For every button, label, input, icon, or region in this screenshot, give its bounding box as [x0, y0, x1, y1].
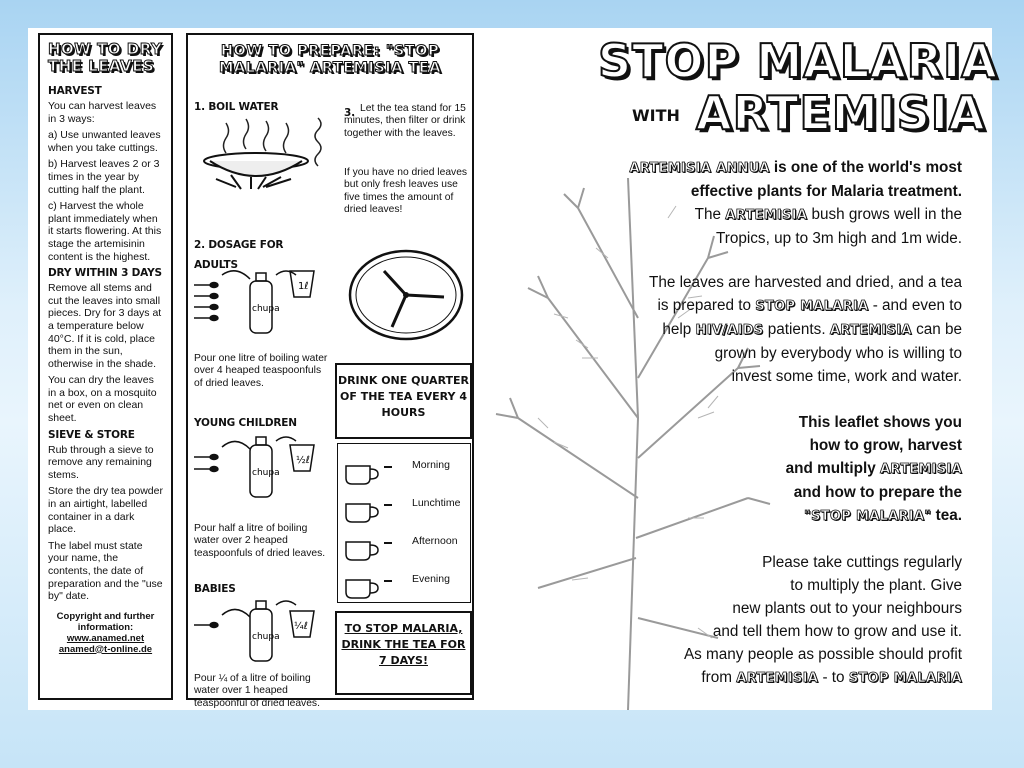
leaflet-line-1: This leaflet shows you	[798, 414, 962, 431]
young-children-heading: YOUNG CHILDREN	[194, 417, 297, 429]
leaflet-line-2: how to grow, harvest	[809, 437, 962, 454]
harvest-line-3c: can be	[916, 321, 962, 338]
harvest-line-3b: patients.	[767, 321, 826, 338]
cuttings-line-4: and tell them how to grow and use it.	[712, 623, 962, 640]
adults-heading: ADULTS	[194, 259, 238, 271]
intro-line-1	[629, 156, 962, 180]
cup-icon	[342, 534, 382, 562]
bottle-label-3: chupa	[252, 632, 280, 642]
website-link[interactable]: www.anamed.net	[66, 632, 145, 644]
bottle-label-1: chupa	[252, 304, 280, 314]
adults-dosage-illustration	[192, 263, 332, 343]
dry-heading: DRY WITHIN 3 DAYS	[48, 267, 162, 280]
leaflet-line-4: and how to prepare the	[793, 484, 962, 501]
harvest-option-c: c) Harvest the whole plant immediately when it starts flowering. At this stage the artemisinin content is the highest.	[48, 200, 162, 263]
sieve-text-2: Store the dry tea powder in an airtight, labelled container in a dark place.	[48, 485, 163, 536]
cuttings-line-6	[684, 666, 962, 690]
cuttings-line-2: to multiply the plant. Give	[790, 577, 962, 594]
leaflet-paragraph	[786, 411, 962, 528]
children-dosage-text: Pour half a litre of boiling water over 2 heaped teaspoonfuls of dried leaves.	[194, 523, 326, 559]
artemisia-emphasis-3: ARTEMISIA	[880, 462, 962, 477]
time-row-afternoon	[338, 530, 472, 564]
harvest-line-4: grown by everybody who is willing to	[714, 345, 962, 362]
drink-quarter-box	[335, 363, 472, 439]
email-link[interactable]: anamed@t-online.de	[58, 643, 153, 655]
harvest-heading: HARVEST	[48, 85, 102, 97]
cup-icon	[342, 458, 382, 486]
artemisia-annua-emphasis: ARTEMISIA ANNUA	[629, 161, 770, 176]
fresh-leaves-text: If you have no dried leaves but only fresh leaves use five times the amount of dried leaves!	[344, 167, 468, 216]
title-artemisia: ARTEMISIA	[696, 86, 986, 140]
intro-line-3b: bush grows well in the	[811, 206, 962, 223]
hiv-aids-emphasis: HIV/AIDS	[695, 323, 764, 338]
cuttings-paragraph	[684, 551, 962, 690]
dash	[384, 580, 392, 582]
adults-dosage-text: Pour one litre of boiling water over 4 heaped teaspoonfuls of dried leaves.	[194, 353, 328, 389]
leaflet-slide	[28, 28, 998, 710]
leaflet-line-3	[786, 457, 962, 481]
dash	[384, 466, 392, 468]
bottle-label-2: chupa	[252, 468, 280, 478]
cup-icon	[342, 496, 382, 524]
harvest-option-a: a) Use unwanted leaves when you take cuttings.	[48, 129, 161, 154]
stop-malaria-quote-emphasis: "STOP MALARIA"	[804, 509, 932, 524]
artemisia-emphasis: ARTEMISIA	[725, 208, 808, 223]
time-row-lunchtime	[338, 492, 472, 526]
copyright-block	[48, 611, 163, 655]
steam-illustration	[308, 113, 338, 213]
intro-paragraph	[629, 156, 962, 250]
jug-label-1: 1ℓ	[298, 281, 309, 292]
prepare-tea-panel	[186, 33, 474, 709]
jug-label-2: ½ℓ	[296, 455, 310, 466]
children-dosage-illustration	[192, 427, 332, 507]
cup-icon	[342, 572, 382, 600]
leaflet-line-5b: tea.	[935, 507, 962, 524]
babies-heading: BABIES	[194, 583, 236, 595]
harvest-line-2	[649, 294, 962, 318]
dry-text-1: Remove all stems and cut the leaves into small pieces. Dry for 3 days at a temperature below 40°C. If it is cold, place them in the sun, otherwise in the shade.	[48, 282, 162, 370]
harvest-line-1: The leaves are harvested and dried, and a tea	[649, 274, 962, 291]
artemisia-emphasis-2: ARTEMISIA	[829, 323, 912, 338]
babies-dosage-illustration	[192, 591, 332, 671]
harvest-intro: You can harvest leaves in 3 ways:	[48, 100, 157, 125]
cuttings-line-6b: - to	[822, 669, 845, 686]
time-afternoon: Afternoon	[412, 535, 458, 547]
harvest-line-3	[649, 318, 962, 342]
dash	[384, 504, 392, 506]
harvest-line-5: invest some time, work and water.	[731, 368, 962, 385]
dosage-times-list	[337, 443, 471, 603]
artemisia-emphasis-4: ARTEMISIA	[736, 671, 819, 686]
stop-malaria-emphasis-2: STOP MALARIA	[848, 671, 962, 686]
time-evening: Evening	[412, 573, 450, 585]
leaflet-line-3a: and multiply	[785, 460, 876, 477]
boiling-pot-illustration	[196, 113, 326, 193]
dry-leaves-title: HOW TO DRY THE LEAVES	[48, 40, 163, 75]
boil-water-heading: 1. BOIL WATER	[194, 101, 279, 113]
dosage-heading: 2. DOSAGE FOR	[194, 239, 284, 251]
jug-label-3: ¼ℓ	[294, 621, 308, 632]
intro-line-3a: The	[694, 206, 722, 223]
prepare-tea-title: HOW TO PREPARE: "STOP MALARIA" ARTEMISIA TEA	[219, 43, 441, 76]
harvest-paragraph	[649, 271, 962, 388]
step-3-text: Let the tea stand for 15 minutes, then filter or drink together with the leaves.	[344, 103, 466, 139]
time-row-evening	[338, 568, 472, 602]
intro-line-1-text: is one of the world's most	[773, 159, 962, 176]
sieve-text-3: The label must state your name, the contents, the date of preparation and the "use by" date.	[48, 539, 163, 603]
title-stop-malaria: STOP MALARIA	[598, 34, 998, 88]
leaflet-line-5	[786, 504, 962, 528]
seven-days-box	[335, 611, 472, 695]
dash	[384, 542, 392, 544]
cuttings-line-3: new plants out to your neighbours	[732, 600, 962, 617]
harvest-line-2a: is prepared to	[657, 297, 752, 314]
clock-icon	[344, 245, 470, 345]
cuttings-line-6a: from	[701, 669, 732, 686]
step-3-number: 3.	[344, 107, 355, 119]
dry-leaves-panel	[38, 33, 173, 700]
seven-days-text: TO STOP MALARIA, DRINK THE TEA FOR 7 DAYS!	[341, 622, 466, 667]
time-morning: Morning	[412, 459, 450, 471]
stop-malaria-emphasis: STOP MALARIA	[755, 299, 869, 314]
sieve-heading: SIEVE & STORE	[48, 428, 135, 441]
babies-dosage-text: Pour ¼ of a litre of boiling water over 1 heaped teaspoonful of dried leaves.	[194, 673, 320, 709]
harvest-option-b: b) Harvest leaves 2 or 3 times in the year by cutting half the plant.	[48, 158, 160, 196]
title-with: WITH	[632, 106, 680, 125]
sieve-text-1: Rub through a sieve to remove any remaining stems.	[48, 443, 154, 481]
harvest-line-2b: - and even to	[872, 297, 962, 314]
intro-line-2: effective plants for Malaria treatment.	[690, 183, 962, 200]
cuttings-line-5: As many people as possible should profit	[683, 646, 962, 663]
harvest-line-3a: help	[662, 321, 692, 338]
intro-line-3	[629, 203, 962, 227]
cuttings-line-1: Please take cuttings regularly	[762, 554, 962, 571]
drink-quarter-text: DRINK ONE QUARTER OF THE TEA EVERY 4 HOURS	[337, 374, 470, 419]
copyright-label: Copyright and further information:	[56, 610, 155, 633]
time-lunchtime: Lunchtime	[412, 497, 461, 509]
dry-text-2: You can dry the leaves in a box, on a mosquito net or even on clean sheet.	[48, 374, 157, 425]
time-row-morning	[338, 454, 472, 488]
intro-line-4: Tropics, up to 3m high and 1m wide.	[715, 230, 962, 247]
